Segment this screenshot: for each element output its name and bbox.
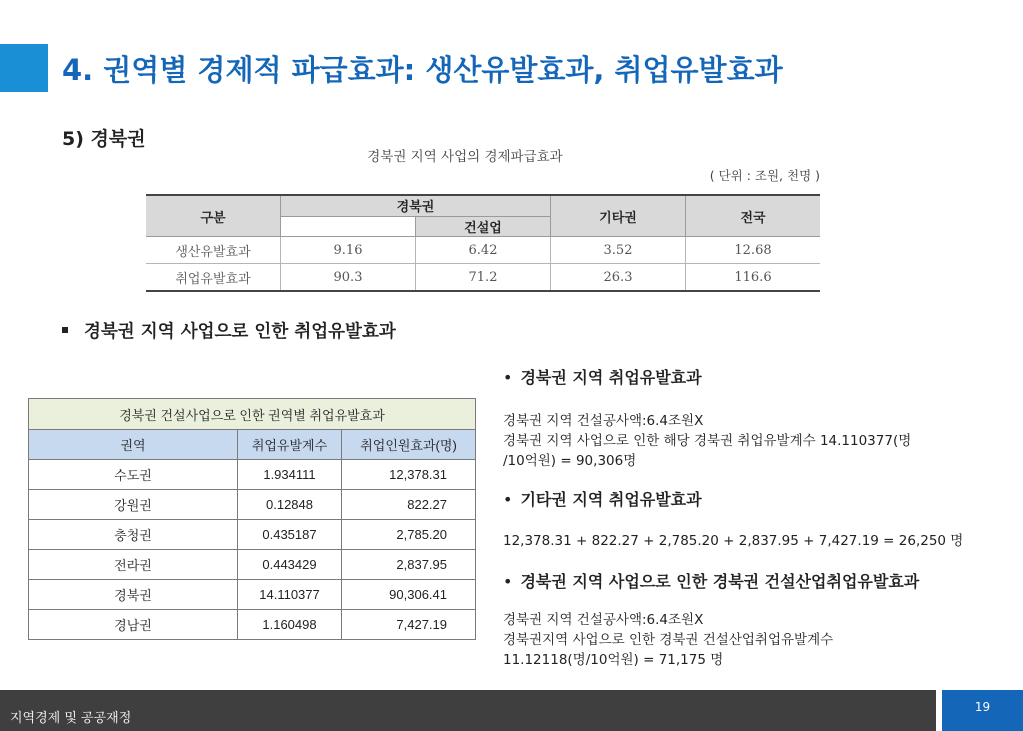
emp-value: 822.27 [342, 490, 476, 520]
coef-value: 0.435187 [238, 520, 342, 550]
table2-caption: 경북권 건설사업으로 인한 권역별 취업유발효과 [29, 399, 476, 430]
table1-unit: ( 단위 : 조원, 천명 ) [709, 168, 820, 183]
region-name: 경남권 [29, 610, 238, 640]
header-emp: 취업인원효과(명) [342, 430, 476, 460]
cell-other: 3.52 [551, 237, 686, 264]
slide-title: 4. 권역별 경제적 파급효과: 생산유발효과, 취업유발효과 [62, 53, 783, 87]
text-line: 경북권 지역 건설공사액:6.4조원X [503, 612, 704, 628]
emp-value: 90,306.41 [342, 580, 476, 610]
cell-construction: 71.2 [416, 264, 551, 292]
section-title: 5) 경북권 [62, 128, 146, 150]
row-label: 생산유발효과 [146, 237, 281, 264]
bullet-icon: • [503, 572, 513, 591]
heading-text: 경북권 지역 취업유발효과 [520, 368, 702, 387]
table-row [29, 550, 476, 580]
bullet-icon: • [503, 368, 513, 387]
region-name: 수도권 [29, 460, 238, 490]
cell-gyeongbuk: 9.16 [281, 237, 416, 264]
text-line: 경북권지역 사업으로 인한 경북권 건설산업취업유발계수 [503, 632, 834, 648]
table-row [146, 237, 820, 264]
heading-construction-employment [503, 569, 919, 592]
header-category: 구분 [146, 195, 281, 237]
header-other: 기타권 [551, 195, 686, 237]
coef-value: 14.110377 [238, 580, 342, 610]
heading-text: 기타권 지역 취업유발효과 [520, 490, 702, 509]
text-line: /10억원) = 90,306명 [503, 453, 637, 469]
table-row [29, 490, 476, 520]
table-row [146, 264, 820, 292]
bullet-heading-text: 경북권 지역 사업으로 인한 취업유발효과 [84, 322, 396, 342]
coef-value: 1.160498 [238, 610, 342, 640]
text-line: 경북권 지역 건설공사액:6.4조원X [503, 413, 704, 429]
cell-other: 26.3 [551, 264, 686, 292]
emp-value: 2,837.95 [342, 550, 476, 580]
emp-value: 7,427.19 [342, 610, 476, 640]
table-row [29, 520, 476, 550]
header-gyeongbuk: 경북권 [281, 195, 551, 216]
emp-value: 2,785.20 [342, 520, 476, 550]
table1-caption: 경북권 지역 사업의 경제파급효과 [367, 149, 563, 165]
row-label: 취업유발효과 [146, 264, 281, 292]
title-accent-block [0, 44, 48, 92]
footer-bar [0, 690, 936, 731]
region-name: 경북권 [29, 580, 238, 610]
regional-employment-table [28, 398, 476, 640]
header-coef: 취업유발계수 [238, 430, 342, 460]
cell-construction: 6.42 [416, 237, 551, 264]
economic-effect-table [146, 194, 820, 292]
region-name: 강원권 [29, 490, 238, 520]
header-region: 권역 [29, 430, 238, 460]
coef-value: 0.443429 [238, 550, 342, 580]
cell-national: 12.68 [686, 237, 821, 264]
cell-national: 116.6 [686, 264, 821, 292]
coef-value: 1.934111 [238, 460, 342, 490]
table-row [29, 610, 476, 640]
text-line: 11.12118(명/10억원) = 71,175 명 [503, 652, 724, 668]
cell-gyeongbuk: 90.3 [281, 264, 416, 292]
footer-text: 지역경제 및 공공재정 [10, 711, 132, 726]
page-number: 19 [974, 700, 991, 714]
region-name: 충청권 [29, 520, 238, 550]
bullet-icon: • [503, 490, 513, 509]
text-line: 경북권 지역 사업으로 인한 해당 경북권 취업유발계수 14.110377(명 [503, 433, 912, 449]
text-line: 12,378.31 + 822.27 + 2,785.20 + 2,837.95 + 7,427.19 = 26,250 명 [503, 533, 964, 549]
heading-gyeongbuk-employment [503, 365, 702, 388]
header-national: 전국 [686, 195, 821, 237]
region-name: 전라권 [29, 550, 238, 580]
table-row [29, 580, 476, 610]
heading-text: 경북권 지역 사업으로 인한 경북권 건설산업취업유발효과 [520, 572, 920, 591]
heading-other-employment [503, 487, 702, 510]
coef-value: 0.12848 [238, 490, 342, 520]
header-empty [281, 216, 416, 237]
header-construction: 건설업 [416, 216, 551, 237]
table-row [29, 460, 476, 490]
emp-value: 12,378.31 [342, 460, 476, 490]
bullet-heading [62, 318, 396, 343]
square-bullet-icon [62, 327, 68, 333]
